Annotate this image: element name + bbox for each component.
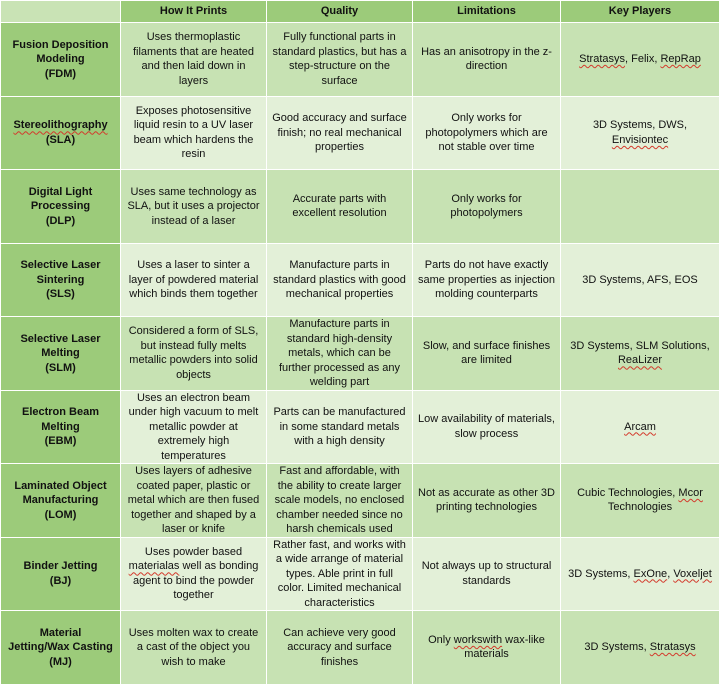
quality-cell: Good accuracy and surface finish; no real mechanical properties: [267, 96, 413, 170]
limitations-cell: Only works for photopolymers which are not stable over time: [413, 96, 561, 170]
key-players-cell: [561, 170, 719, 244]
table-body: [1, 23, 719, 685]
table-row: [1, 611, 719, 685]
cell-text-segment: Cubic Technologies,: [577, 486, 679, 499]
technology-name-line: Stereolithography: [13, 119, 108, 132]
limitations-cell: Slow, and surface finishes are limited: [413, 317, 561, 391]
technology-name-line: Melting: [41, 420, 80, 433]
table-row: [1, 170, 719, 244]
key-players-cell: [561, 23, 719, 97]
technology-name-cell: [1, 243, 121, 317]
header-quality: Quality: [267, 1, 413, 23]
how-it-prints-cell: Uses layers of adhesive coated paper, plastic or metal which are then fused together and shaped by a laser or knife: [121, 464, 267, 538]
how-it-prints-cell: Uses molten wax to create a cast of the object you wish to make: [121, 611, 267, 685]
table-row: [1, 96, 719, 170]
quality-cell: Can achieve very good accuracy and surface finishes: [267, 611, 413, 685]
quality-cell: Rather fast, and works with a wide arrange of material types. Able print in full color. Limited mechanical characteristics: [267, 537, 413, 611]
key-players-cell: [561, 390, 719, 464]
quality-cell: Manufacture parts in standard high-density metals, which can be further processed as any welding part: [267, 317, 413, 391]
technology-name-line: (SLA): [45, 133, 76, 146]
table-row: [1, 537, 719, 611]
quality-cell: Accurate parts with excellent resolution: [267, 170, 413, 244]
header-limitations: Limitations: [413, 1, 561, 23]
how-it-prints-cell: Uses a laser to sinter a layer of powdered material which binds them together: [121, 243, 267, 317]
quality-cell: Parts can be manufactured in some standard metals with a high density: [267, 390, 413, 464]
spellcheck-word: ReaLizer: [617, 354, 663, 367]
technology-name-line: Manufacturing: [22, 494, 99, 506]
technology-name-line: Melting: [41, 347, 80, 359]
technology-name-line: Digital Light: [28, 185, 93, 198]
key-players-cell: [561, 243, 719, 317]
how-it-prints-cell: Uses thermoplastic filaments that are heated and then laid down in layers: [121, 23, 267, 97]
technology-name-line: Modeling: [36, 53, 85, 65]
technology-name-line: Jetting/Wax Casting: [8, 641, 113, 653]
technology-name-cell: [1, 170, 121, 244]
cell-text-segment: , Felix,: [625, 53, 661, 65]
technology-name-cell: [1, 464, 121, 538]
spellcheck-word: ExOne: [633, 567, 668, 580]
technology-name-cell: [1, 96, 121, 170]
limitations-cell: Parts do not have exactly same properties as injection molding counterparts: [413, 243, 561, 317]
quality-cell: Fast and affordable, with the ability to create larger scale models, no enclosed chamber needed since no harsh chemicals used: [267, 464, 413, 538]
how-it-prints-cell: [121, 537, 267, 611]
header-corner: [1, 1, 121, 23]
limitations-cell: Low availability of materials, slow process: [413, 390, 561, 464]
header-key-players: Key Players: [561, 1, 719, 23]
technology-name-cell: [1, 23, 121, 97]
key-players-cell: [561, 464, 719, 538]
technology-name-line: Electron Beam: [21, 406, 100, 418]
spellcheck-word: workswith: [453, 633, 503, 646]
key-players-cell: [561, 537, 719, 611]
technology-name-line: (FDM): [44, 67, 77, 80]
how-it-prints-cell: Exposes photosensitive liquid resin to a UV laser beam which hardens the resin: [121, 96, 267, 170]
table-row: [1, 317, 719, 391]
cell-text-segment: 3D Systems, DWS,: [592, 119, 688, 132]
limitations-cell: [413, 611, 561, 685]
technology-name-cell: [1, 317, 121, 391]
how-it-prints-cell: Uses an electron beam under high vacuum to melt metallic powder at extremely high temperatures: [121, 390, 267, 464]
header-how-it-prints: How It Prints: [121, 1, 267, 23]
key-players-cell: [561, 611, 719, 685]
cell-text-segment: 3D Systems,: [584, 641, 650, 653]
table-row: [1, 464, 719, 538]
cell-text-segment: Only: [428, 633, 454, 646]
spellcheck-word: Mcor: [678, 486, 703, 499]
how-it-prints-cell: Considered a form of SLS, but instead fully melts metallic powders into solid objects: [121, 317, 267, 391]
cell-text-segment: well as bonding agent to bind the powder together: [132, 560, 259, 602]
technology-name-line: (MJ): [49, 655, 72, 668]
quality-cell: Fully functional parts in standard plastics, but has a step-structure on the surface: [267, 23, 413, 97]
cell-text-segment: Technologies: [607, 501, 673, 514]
cell-text-segment: ,: [667, 567, 674, 580]
key-players-cell: [561, 317, 719, 391]
technology-name-cell: [1, 611, 121, 685]
technology-name-line: (LOM): [44, 508, 77, 521]
cell-text-segment: 3D Systems,: [568, 567, 634, 580]
table-row: [1, 390, 719, 464]
spellcheck-word: Stratasys: [649, 641, 696, 653]
limitations-cell: Not as accurate as other 3D printing technologies: [413, 464, 561, 538]
technology-name-line: Fusion Deposition: [12, 38, 109, 51]
quality-cell: Manufacture parts in standard plastics with good mechanical properties: [267, 243, 413, 317]
technology-name-line: (SLM): [45, 361, 76, 374]
technology-name-cell: [1, 537, 121, 611]
technology-name-line: (SLS): [46, 288, 75, 300]
technology-name-line: Sintering: [36, 273, 85, 286]
spellcheck-word: Envisiontec: [611, 133, 669, 146]
key-players-cell: [561, 96, 719, 170]
cell-text-segment: wax-like materials: [464, 633, 545, 661]
cell-text-segment: 3D Systems, SLM Solutions,: [570, 339, 710, 352]
cell-text-segment: 3D Systems, AFS, EOS: [582, 273, 698, 286]
spellcheck-word: Stratasys: [579, 53, 626, 65]
header-row: [1, 1, 719, 23]
spellcheck-word: materialas: [128, 560, 180, 573]
table-row: [1, 243, 719, 317]
spellcheck-word: Arcam: [624, 420, 656, 433]
technology-name-line: (EBM): [44, 435, 77, 447]
spellcheck-word: Voxeljet: [673, 567, 712, 580]
how-it-prints-cell: Uses same technology as SLA, but it uses a projector instead of a laser: [121, 170, 267, 244]
technology-name-line: Selective Laser: [20, 259, 101, 271]
technology-name-line: Processing: [30, 200, 91, 212]
technology-name-cell: [1, 390, 121, 464]
technology-name-line: Material: [39, 626, 82, 639]
technology-name-line: Laminated Object: [14, 479, 107, 492]
cell-text-segment: Uses powder based: [144, 545, 243, 558]
limitations-cell: Not always up to structural standards: [413, 537, 561, 611]
table-row: [1, 23, 719, 97]
technology-name-line: (DLP): [45, 214, 76, 227]
limitations-cell: Has an anisotropy in the z-direction: [413, 23, 561, 97]
technology-name-line: Binder Jetting: [23, 560, 98, 573]
technology-name-line: Selective Laser: [20, 332, 101, 345]
limitations-cell: Only works for photopolymers: [413, 170, 561, 244]
spellcheck-word: RepRap: [660, 53, 701, 65]
technology-name-line: (BJ): [49, 574, 72, 587]
